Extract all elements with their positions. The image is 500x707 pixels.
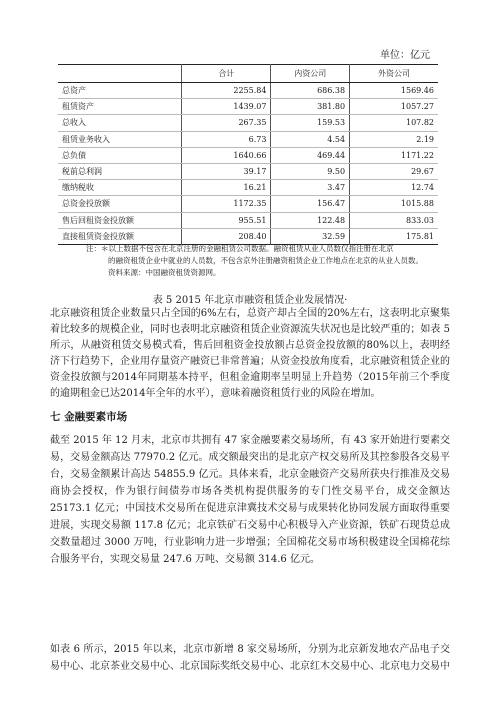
table-cell: 1569.46 — [350, 83, 438, 99]
table-cell: 39.17 — [182, 163, 271, 179]
table-header-row — [58, 65, 438, 83]
row-label: 租赁业务收入 — [58, 131, 182, 147]
header-cell: 合计 — [182, 65, 271, 83]
table-row — [58, 131, 438, 147]
table-cell: 156.47 — [271, 196, 350, 212]
table-cell: 4.54 — [271, 131, 350, 147]
table-row — [58, 180, 438, 196]
table-cell: 2255.84 — [182, 83, 271, 99]
paragraph: 如表 6 所示，2015 年以来，北京市新增 8 家交易场所，分别为北京新发地农产品电子交易中心、北京茶业交易中心、北京国际奖纸交易中心、北京红木交易中心、北京电力交易中 — [50, 644, 450, 672]
table-row — [58, 147, 438, 163]
paragraph: 截至 2015 年 12 月末，北京市共拥有 47 家金融要素交易场所，有 43 家开始进行要素交易，交易金额高达 77970.2 亿元。成交额最突出的是北京产权交易所及其控参股各交易平台，交易金额累计高达 54855.9 亿元。具体来看，北京金融资产交易所获央行推准及交易商协会授权，作为银行间债券市场各类机构提供服务的专门性交易平台，成交金额达 25173.1 亿元；中国技术交易所在促进京津冀技术交易与成果转化协同发展方面取得重要进展，实现交易额 117.8 亿元；北京铁矿石交易中心积极导入产业资源，铁矿石现货总成交数量超过 3000 万吨，行业影响力进一步增强；全国棉花交易市场积极建设全国棉花综合服务平台，实现交易量 247.6 万吨、交易额 314.6 亿元。 — [50, 435, 450, 565]
section-heading: 七 金融要素市场 — [50, 411, 128, 423]
table-cell: 1015.88 — [350, 196, 438, 212]
table-row — [58, 83, 438, 99]
table-cell: 159.53 — [271, 115, 350, 131]
row-label: 税前总利润 — [58, 163, 182, 179]
table-cell: 29.67 — [350, 163, 438, 179]
header-cell: 外资公司 — [350, 65, 438, 83]
header-cell: 内资公司 — [271, 65, 350, 83]
table-cell: 16.21 — [182, 180, 271, 196]
table-row — [58, 212, 438, 228]
table-cell: 6.73 — [182, 131, 271, 147]
table-caption: 表 5 2015 年北京市融资租赁企业发展情况· — [152, 295, 348, 306]
row-label: 总收入 — [58, 115, 182, 131]
table-cell: 9.50 — [271, 163, 350, 179]
table-cell: 107.82 — [350, 115, 438, 131]
row-label: 总资金投放额 — [58, 196, 182, 212]
source-line: 资料来源：中国融资租赁资源网。 — [108, 268, 221, 277]
table-cell: 12.74 — [350, 180, 438, 196]
table-row — [58, 163, 438, 179]
header-cell — [58, 65, 182, 83]
table-cell: 381.80 — [271, 99, 350, 115]
table-cell: 3.47 — [271, 180, 350, 196]
table-cell: 267.35 — [182, 115, 271, 131]
note-line: 注：＊以上数据不包含在北京注册的金融租赁公司数据。融资租赁从业人员数仅指注册在北京 — [86, 244, 394, 253]
table-cell: 469.44 — [271, 147, 350, 163]
table-cell: 955.51 — [182, 212, 271, 228]
table-cell: 1171.22 — [350, 147, 438, 163]
finance-table — [58, 64, 438, 245]
table-cell: 175.81 — [350, 228, 438, 244]
unit-label: 单位：亿元 — [380, 50, 430, 61]
row-label: 租赁资产 — [58, 99, 182, 115]
row-label: 售后回租资金投放额 — [58, 212, 182, 228]
note-line: 的融资租赁企业中就业的人员数，不包含京外注册融资租赁企业工作地点在北京的从业人员数。 — [108, 256, 423, 265]
table-cell: 686.38 — [271, 83, 350, 99]
row-label: 缴纳税收 — [58, 180, 182, 196]
table-cell: 32.59 — [271, 228, 350, 244]
table-cell: 122.48 — [271, 212, 350, 228]
table-row — [58, 196, 438, 212]
row-label: 总负债 — [58, 147, 182, 163]
paragraph: 北京融资租赁企业数量只占全国的6%左右，总资产却占全国的20%左右，这表明北京聚集着比较多的规模企业，同时也表明北京融资租赁企业资源流失状况也是比较严重的；如表 5 所示，从融资租赁交易模式看，售后回租资金投放额占总资金投放额的80%以上，表明经济下行趋势下，企业用存量资产融资已非常普遍；从资金投放角度看，北京融资租赁企业的资金投放额与2014年同期基本持平，但租金逾期率呈明显上升趋势（2015年前三个季度的逾期租金已达2014年全年的水平），意味着融资租赁行业的风险在增加。 — [50, 308, 450, 399]
row-label: 总资产 — [58, 83, 182, 99]
table-row — [58, 99, 438, 115]
table-cell: 1439.07 — [182, 99, 271, 115]
table-cell: 1172.35 — [182, 196, 271, 212]
table-row — [58, 115, 438, 131]
table-row — [58, 228, 438, 244]
table-cell: 2.19 — [350, 131, 438, 147]
table-cell: 1640.66 — [182, 147, 271, 163]
row-label: 直接租赁资金投放额 — [62, 231, 134, 241]
table-cell: 208.40 — [182, 228, 271, 244]
table-cell: 833.03 — [350, 212, 438, 228]
table-cell: 1057.27 — [350, 99, 438, 115]
table-notes — [86, 243, 446, 279]
